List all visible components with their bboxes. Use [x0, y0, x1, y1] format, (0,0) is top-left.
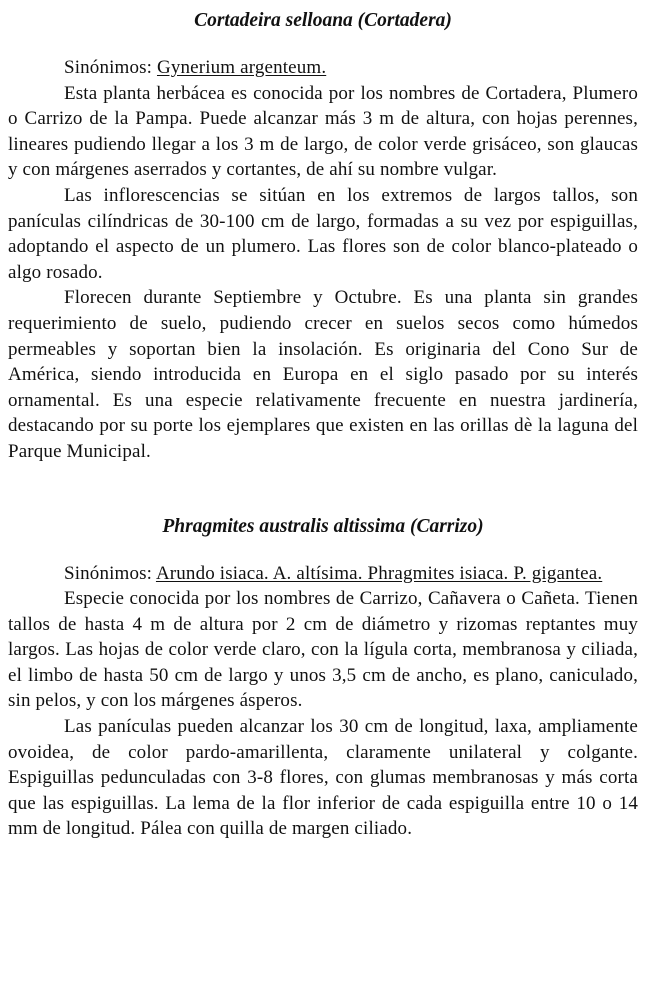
section-title: Cortadeira selloana (Cortadera) [194, 10, 452, 31]
synonyms-paragraph [8, 55, 638, 81]
synonyms-value: Arundo isiaca. A. altísima. Phragmites isiaca. P. gigantea. [155, 562, 603, 584]
body-paragraph: Las panículas pueden alcanzar los 30 cm de longitud, laxa, ampliamente ovoidea, de color pardo-amarillenta, claramente unilateral y colgante. Espiguillas pedunculadas con 3-8 flores, con glumas membranosas y más corta que las espiguillas. La lema de la flor inferior de cada espiguilla entre 10 o 14 mm de longitud. Pálea con quilla de margen ciliado. [8, 716, 638, 840]
synonyms-label: Sinónimos: [64, 562, 153, 584]
synonyms-label: Sinónimos: [64, 57, 153, 78]
body-paragraph: Florecen durante Septiembre y Octubre. Es una planta sin grandes requerimiento de suelo, pudiendo crecer en suelos secos como húmedos permeables y soportan bien la insolación. Es originaria del Cono Sur de América, siendo introducida en Europa en el siglo pasado por su interés ornamental. Es una especie relativamente frecuente en nuestra jardinería, destacando por su porte los ejemplares que existen en las orillas dè la laguna del Parque Municipal. [8, 287, 638, 462]
body-paragraph: Las inflorescencias se sitúan en los extremos de largos tallos, son panículas cilíndricas de 30-100 cm de largo, formadas a su vez por espiguillas, adoptando el aspecto de un plumero. Las flores son de color blanco-plateado o algo rosado. [8, 184, 638, 283]
body-paragraph: Esta planta herbácea es conocida por los nombres de Cortadera, Plumero o Carrizo de la Pampa. Puede alcanzar más 3 m de altura, con hojas perennes, lineares pudiendo llegar a los 3 m de largo, de color verde grisáceo, son glaucas y con márgenes aserrados y cortantes, de ahí su nombre vulgar. [8, 82, 638, 181]
document-page [8, 6, 638, 842]
synonyms-value: Gynerium argenteum. [156, 57, 327, 78]
section-phragmites [8, 512, 638, 843]
section-cortadeira [8, 6, 638, 465]
synonyms-paragraph [8, 561, 638, 587]
body-paragraph: Especie conocida por los nombres de Carrizo, Cañavera o Cañeta. Tienen tallos de hasta 4 m de altura por 2 cm de diámetro y rizomas reptantes muy largos. Las hojas de color verde claro, con la lígula corta, membranosa y ciliada, el limbo de hasta 50 cm de largo y unos 3,5 cm de ancho, es plano, caniculado, sin pelos, y con los márgenes ásperos. [8, 588, 638, 712]
section-title: Phragmites australis altissima (Carrizo) [162, 515, 484, 537]
